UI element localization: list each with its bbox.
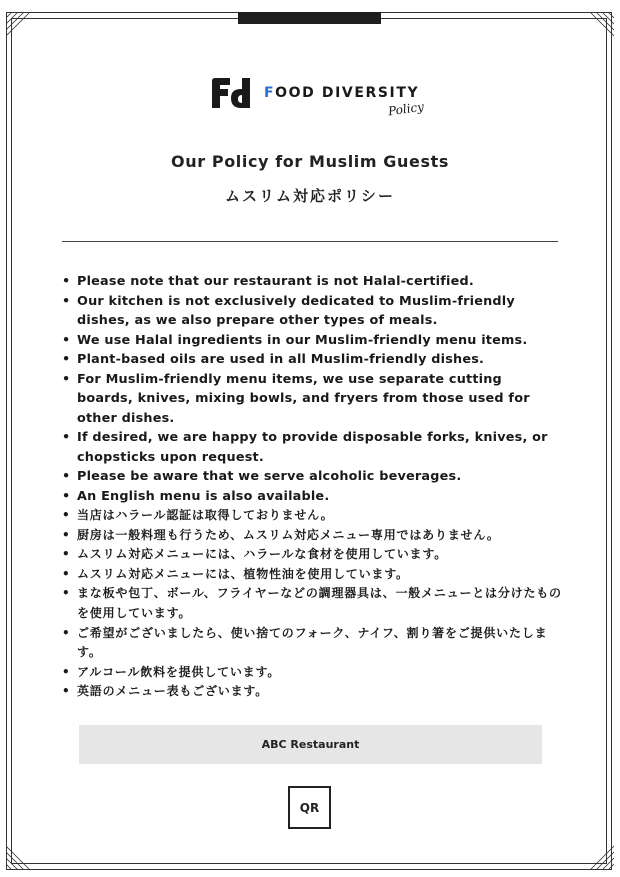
brand-name bbox=[264, 85, 419, 101]
corner-ornament-bottom-right bbox=[584, 840, 614, 870]
corner-ornament-bottom-left bbox=[6, 840, 36, 870]
policy-item-en: • Please be aware that we serve alcoholic beverages. bbox=[62, 467, 562, 487]
policy-item-ja: • 厨房は一般料理も行うため、ムスリム対応メニュー専用ではありません。 bbox=[62, 526, 562, 546]
corner-ornament-top-right bbox=[584, 12, 614, 42]
restaurant-name-banner: ABC Restaurant bbox=[79, 725, 542, 764]
policy-item-en: • For Muslim-friendly menu items, we use separate cutting boards, knives, mixing bowls, and fryers from those used for other dishes. bbox=[62, 370, 562, 429]
page-title-english: Our Policy for Muslim Guests bbox=[171, 152, 449, 171]
page-title-japanese: ムスリム対応ポリシー bbox=[224, 187, 395, 205]
policy-item-ja: • ムスリム対応メニューには、ハラールな食材を使用しています。 bbox=[62, 545, 562, 565]
policy-item-ja: • ムスリム対応メニューには、植物性油を使用しています。 bbox=[62, 565, 562, 585]
policy-item-en: • An English menu is also available. bbox=[62, 487, 562, 507]
brand-name-rest: OOD DIVERSITY bbox=[275, 85, 420, 101]
corner-ornament-top-left bbox=[6, 12, 36, 42]
brand-name-accent: F bbox=[264, 85, 276, 101]
policy-item-en: • Our kitchen is not exclusively dedicated to Muslim-friendly dishes, as we also prepare other types of meals. bbox=[62, 292, 562, 331]
policy-list-japanese bbox=[62, 506, 562, 702]
qr-code-placeholder: QR bbox=[288, 786, 331, 829]
policy-item-en: • Plant-based oils are used in all Muslim-friendly dishes. bbox=[62, 350, 562, 370]
brand-subtitle: Policy bbox=[387, 99, 425, 119]
policy-list-english bbox=[62, 272, 562, 506]
policy-item-ja: • ご希望がございましたら、使い捨てのフォーク、ナイフ、割り箸をご提供いたします。 bbox=[62, 624, 562, 663]
brand-logo bbox=[210, 76, 430, 122]
policy-item-ja: • アルコール飲料を提供しています。 bbox=[62, 663, 562, 683]
policy-item-en: • We use Halal ingredients in our Muslim-friendly menu items. bbox=[62, 331, 562, 351]
policy-item-en: • If desired, we are happy to provide disposable forks, knives, or chopsticks upon request. bbox=[62, 428, 562, 467]
policy-item-ja: • 当店はハラール認証は取得しておりません。 bbox=[62, 506, 562, 526]
policy-item-ja: • 英語のメニュー表もございます。 bbox=[62, 682, 562, 702]
policy-item-ja: • まな板や包丁、ボール、フライヤーなどの調理器具は、一般メニューとは分けたものを使用しています。 bbox=[62, 584, 562, 623]
divider bbox=[62, 241, 558, 242]
policy-item-en: • Please note that our restaurant is not Halal-certified. bbox=[62, 272, 562, 292]
top-tab-decoration bbox=[238, 12, 381, 24]
fd-logo-mark-icon bbox=[210, 76, 256, 110]
